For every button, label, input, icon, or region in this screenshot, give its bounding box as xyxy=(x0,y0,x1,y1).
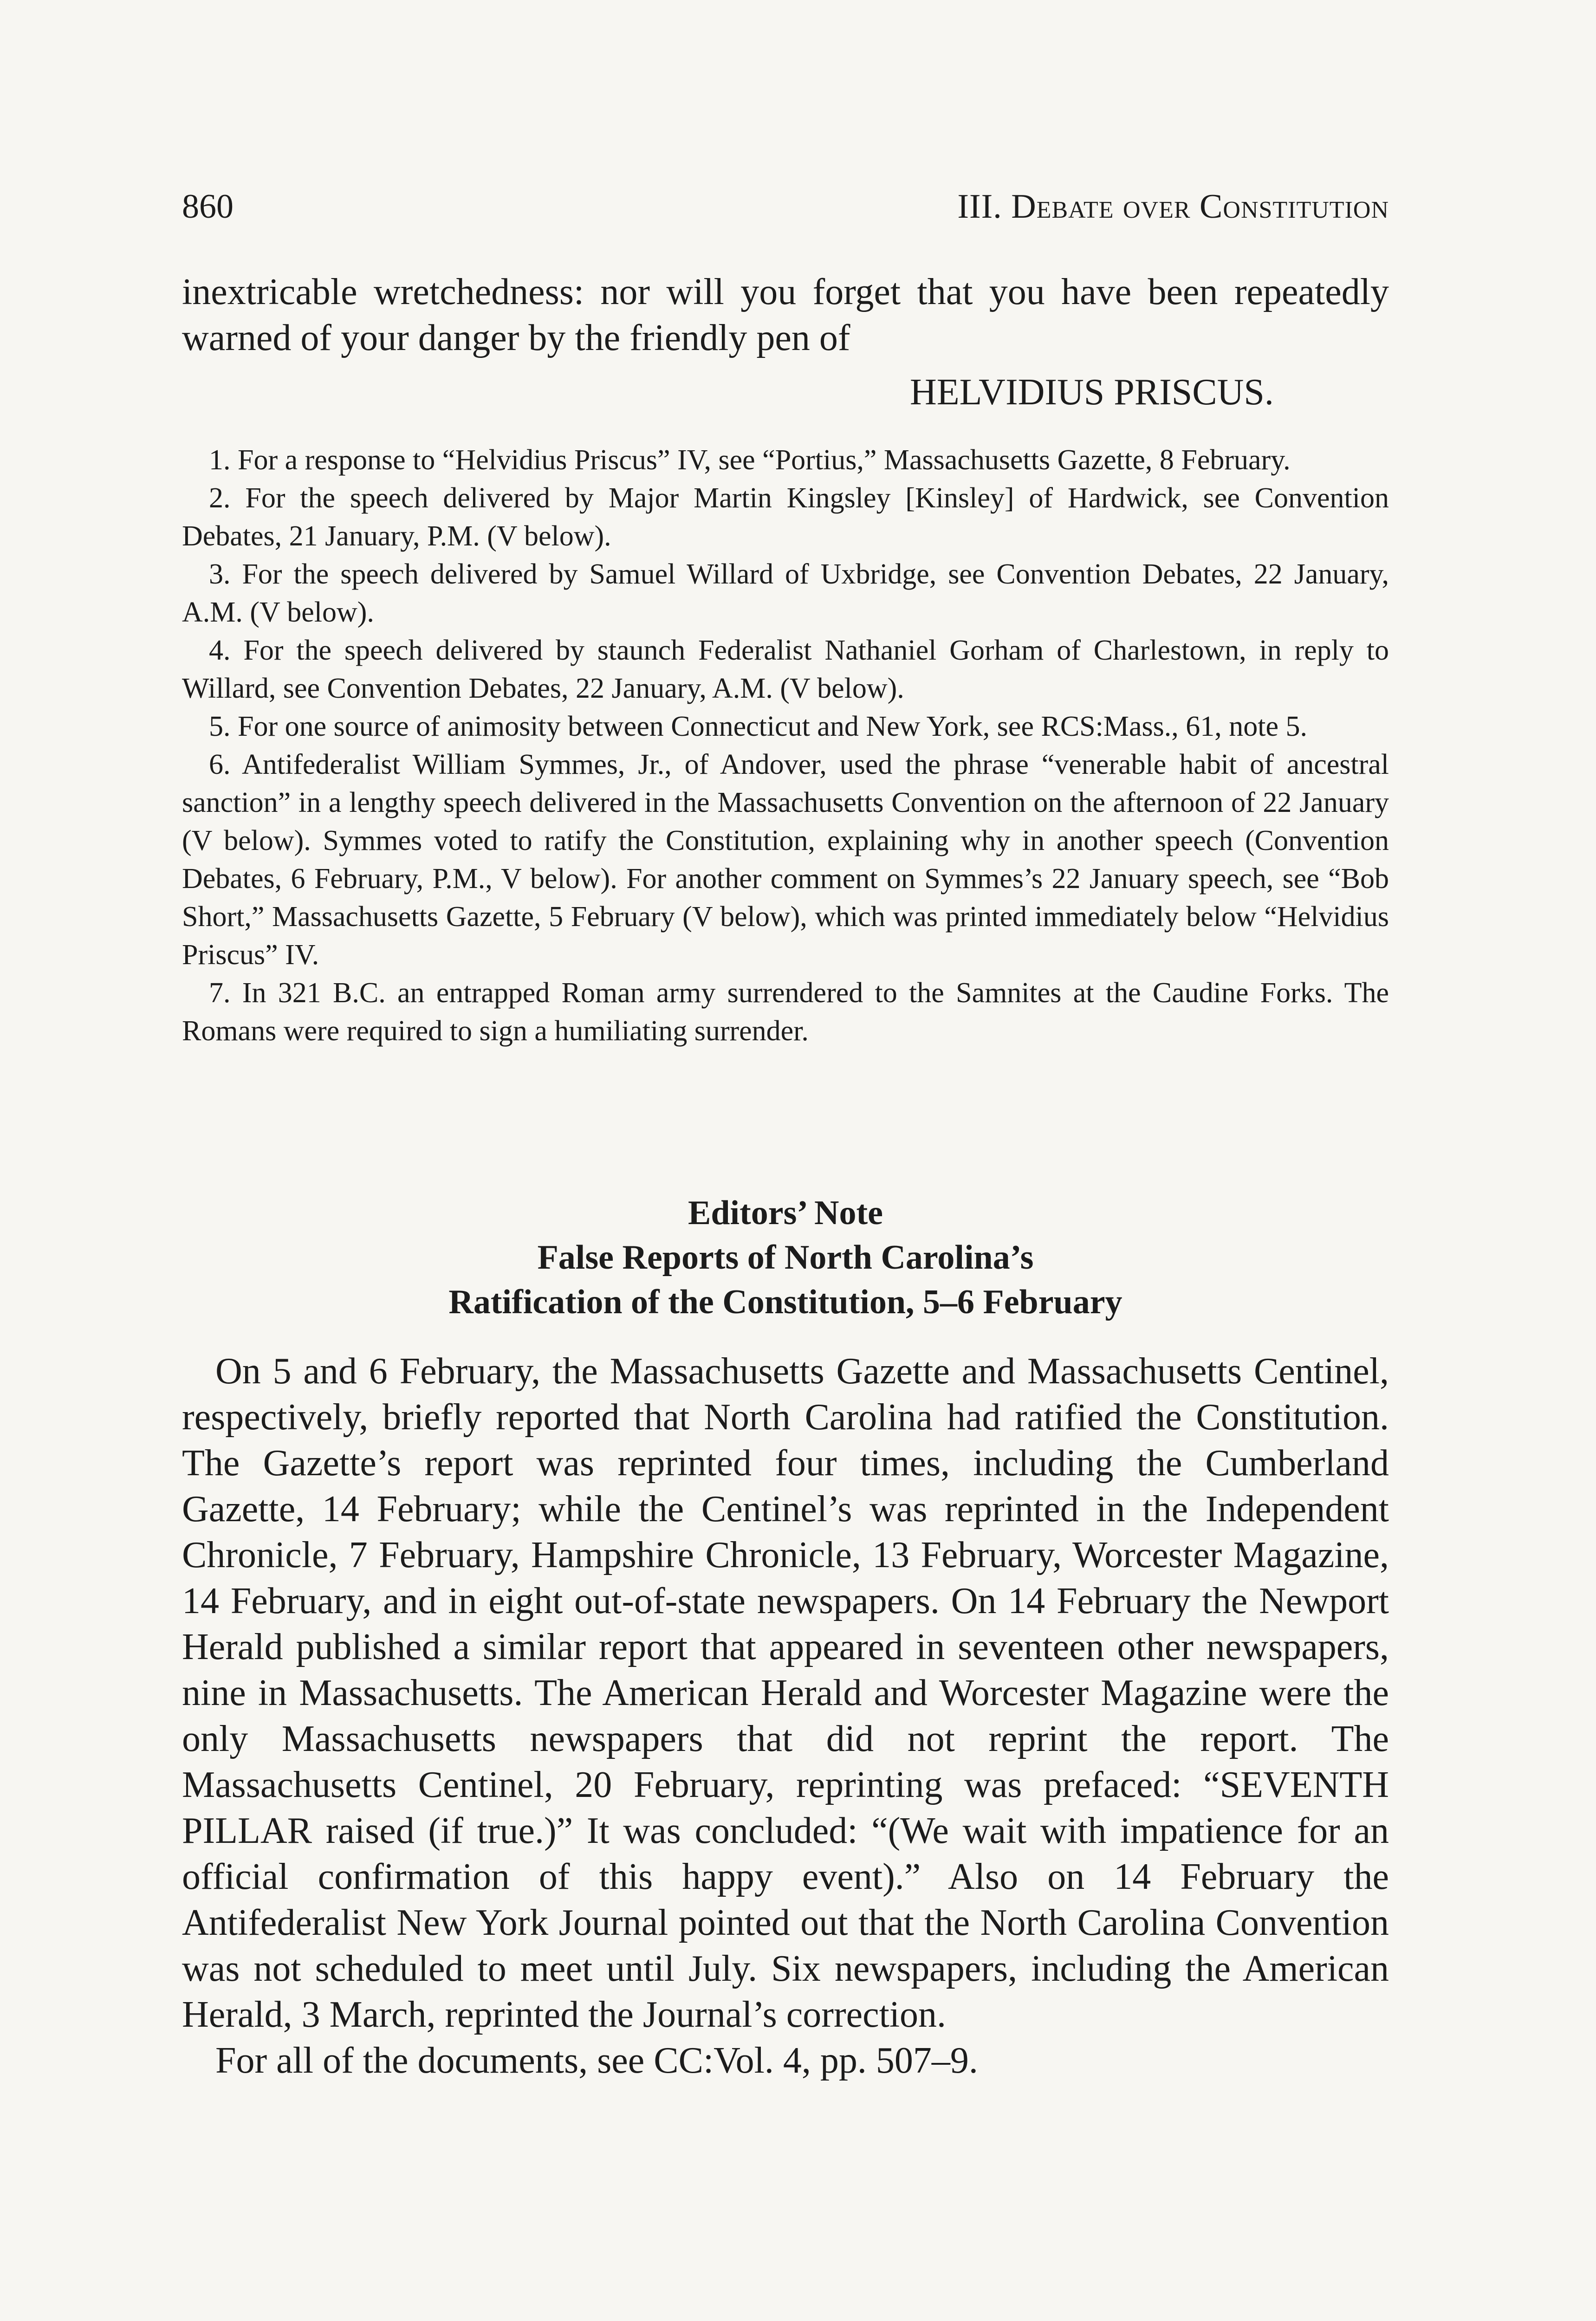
footnote: 1. For a response to “Helvidius Priscus” IV, see “Portius,” Massachusetts Gazette, 8 February. xyxy=(209,444,1291,476)
footnote: 2. For the speech delivered by Major Martin Kingsley [Kinsley] of Hardwick, see Convention Debates, 21 January, P.M. (V below). xyxy=(182,482,1389,552)
editors-note-heading xyxy=(182,1191,1389,1324)
footnote: 3. For the speech delivered by Samuel Willard of Uxbridge, see Convention Debates, 22 January, A.M. (V below). xyxy=(182,558,1389,628)
footnotes xyxy=(182,441,1389,1050)
running-head xyxy=(182,183,1389,234)
signature: HELVIDIUS PRISCUS. xyxy=(910,372,1274,413)
editors-note-paragraph: On 5 and 6 February, the Massachusetts Gazette and Massachusetts Centinel, respectively, briefly reported that North Carolina had ratified the Constitution. The Gazette’s report was reprinted four times, including the Cumberland Gazette, 14 February; while the Centinel’s was reprinted in the Independent Chronicle, 7 February, Hampshire Chronicle, 13 February, Worcester Magazine, 14 February, and in eight out-of-state newspapers. On 14 February the Newport Herald published a similar report that appeared in seventeen other newspapers, nine in Massachusetts. The American Herald and Worcester Magazine were the only Massachusetts newspapers that did not reprint the report. The Massachusetts Centinel, 20 February, reprinting was prefaced: “SEVENTH PILLAR raised (if true.)” It was concluded: “(We wait with impatience for an official confirmation of this happy event).” Also on 14 February the Antifederalist New York Journal pointed out that the North Carolina Convention was not scheduled to meet until July. Six newspapers, including the American Herald, 3 March, reprinted the Journal’s correction. xyxy=(182,1351,1389,2035)
footnote: 4. For the speech delivered by staunch Federalist Nathaniel Gorham of Charlestown, in reply to Willard, see Convention Debates, 22 January, A.M. (V below). xyxy=(182,635,1389,704)
footnote: 7. In 321 B.C. an entrapped Roman army surrendered to the Samnites at the Caudine Forks. The Romans were required to sign a humiliating surrender. xyxy=(182,977,1389,1047)
editors-note-title: Editors’ Note xyxy=(688,1194,883,1232)
editors-note-subtitle-line2: Ratification of the Constitution, 5–6 February xyxy=(448,1283,1122,1321)
page-number: 860 xyxy=(182,188,234,226)
editors-note-body xyxy=(182,1349,1389,2084)
footnote: 5. For one source of animosity between Connecticut and New York, see RCS:Mass., 61, note 5. xyxy=(209,711,1308,742)
editors-note-paragraph: For all of the documents, see CC:Vol. 4, pp. 507–9. xyxy=(215,2040,978,2081)
section-title: III. Debate over Constitution xyxy=(957,188,1389,226)
footnote: 6. Antifederalist William Symmes, Jr., of Andover, used the phrase “venerable habit of ancestral sanction” in a lengthy speech delivered in the Massachusetts Convention on the afternoon of 22 January (V below). Symmes voted to ratify the Constitution, explaining why in another speech (Convention Debates, 6 February, P.M., V below). For another comment on Symmes’s 22 January speech, see “Bob Short,” Massachusetts Gazette, 5 February (V below), which was printed immediately below “Helvidius Priscus” IV. xyxy=(182,749,1389,971)
editors-note-subtitle-line1: False Reports of North Carolina’s xyxy=(537,1238,1034,1277)
continuation-paragraph: inextricable wretchedness: nor will you forget that you have been repeatedly warned of your danger by the friendly pen of xyxy=(182,272,1389,358)
